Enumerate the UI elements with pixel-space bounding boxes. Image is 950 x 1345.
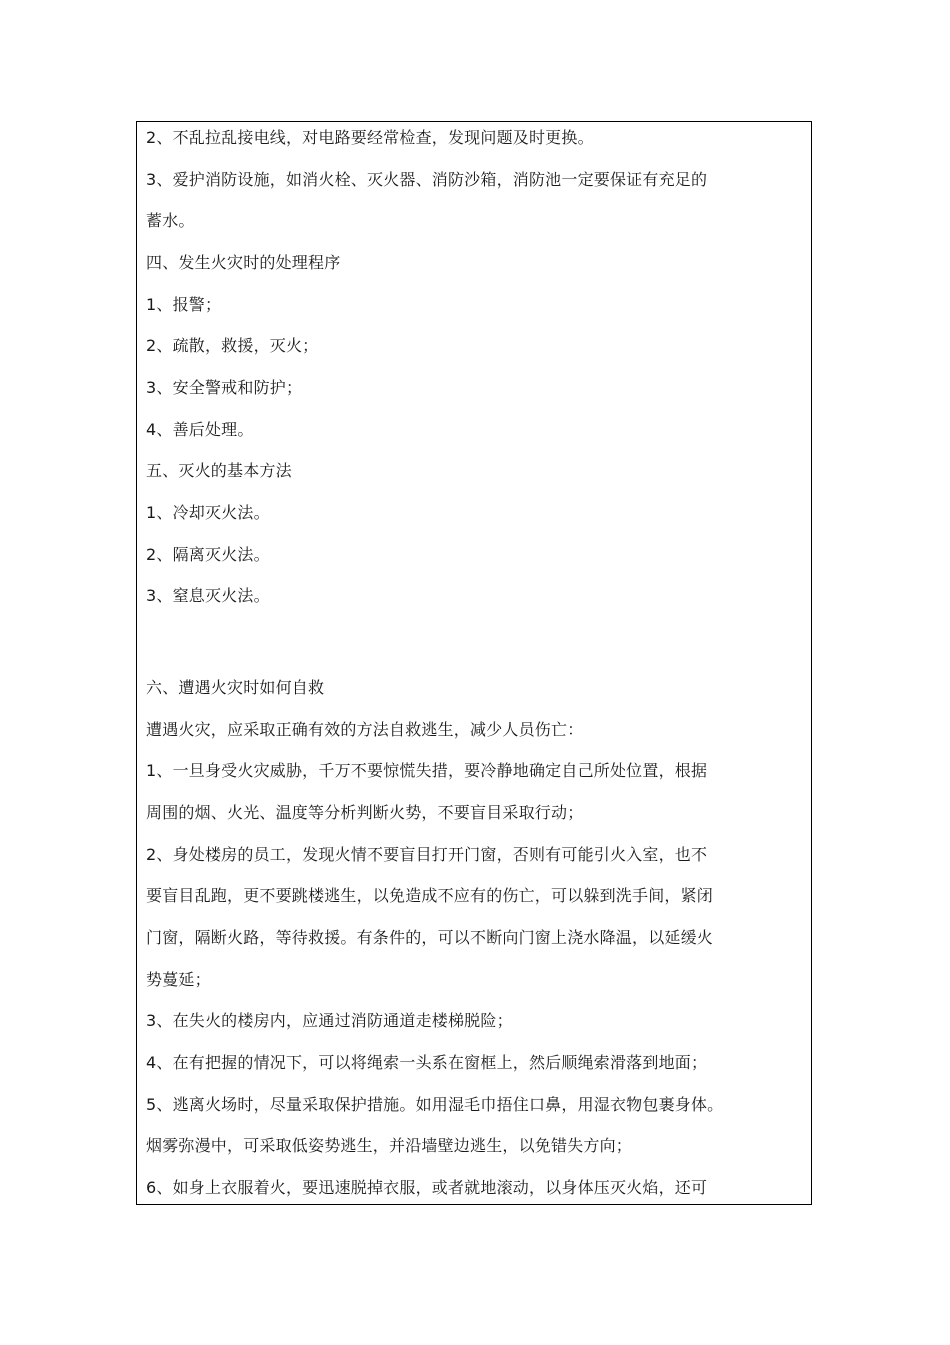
section-heading: 四、发生火灾时的处理程序 — [146, 253, 341, 272]
text-line: 2、隔离灭火法。 — [146, 545, 270, 564]
text-line: 2、疏散，救援，灭火； — [146, 336, 319, 355]
document-frame — [136, 121, 812, 1205]
text-line: 3、在失火的楼房内，应通过消防通道走楼梯脱险； — [146, 1011, 513, 1030]
text-line: 4、在有把握的情况下，可以将绳索一头系在窗框上，然后顺绳索滑落到地面； — [146, 1053, 708, 1072]
text-line: 周围的烟、火光、温度等分析判断火势，不要盲目采取行动； — [146, 803, 584, 822]
text-line: 3、安全警戒和防护； — [146, 378, 303, 397]
text-line: 5、逃离火场时，尽量采取保护措施。如用湿毛巾捂住口鼻，用湿衣物包裹身体。 — [146, 1095, 724, 1114]
text-line: 蓄水。 — [146, 211, 195, 230]
text-line: 1、冷却灭火法。 — [146, 503, 270, 522]
text-line: 1、报警； — [146, 295, 222, 314]
text-line: 2、不乱拉乱接电线，对电路要经常检查，发现问题及时更换。 — [146, 128, 594, 147]
text-line: 1、一旦身受火灾威胁，千万不要惊慌失措，要冷静地确定自己所处位置，根据 — [146, 761, 708, 780]
text-line: 门窗，隔断火路，等待救援。有条件的，可以不断向门窗上浇水降温，以延缓火 — [146, 928, 714, 947]
text-line: 6、如身上衣服着火，要迅速脱掉衣服，或者就地滚动，以身体压灭火焰，还可 — [146, 1178, 708, 1197]
text-line: 3、爱护消防设施，如消火栓、灭火器、消防沙箱，消防池一定要保证有充足的 — [146, 170, 708, 189]
text-line: 3、窒息灭火法。 — [146, 586, 270, 605]
text-line: 烟雾弥漫中，可采取低姿势逃生，并沿墙壁边逃生，以免错失方向； — [146, 1136, 633, 1155]
text-line: 要盲目乱跑，更不要跳楼逃生，以免造成不应有的伤亡，可以躲到洗手间，紧闭 — [146, 886, 714, 905]
text-line: 2、身处楼房的员工，发现火情不要盲目打开门窗，否则有可能引火入室，也不 — [146, 845, 708, 864]
text-line: 遭遇火灾，应采取正确有效的方法自救逃生，减少人员伤亡： — [146, 720, 584, 739]
section-heading: 五、灭火的基本方法 — [146, 461, 292, 480]
text-line: 4、善后处理。 — [146, 420, 254, 439]
section-heading: 六、遭遇火灾时如何自救 — [146, 678, 325, 697]
text-line: 势蔓延； — [146, 970, 211, 989]
